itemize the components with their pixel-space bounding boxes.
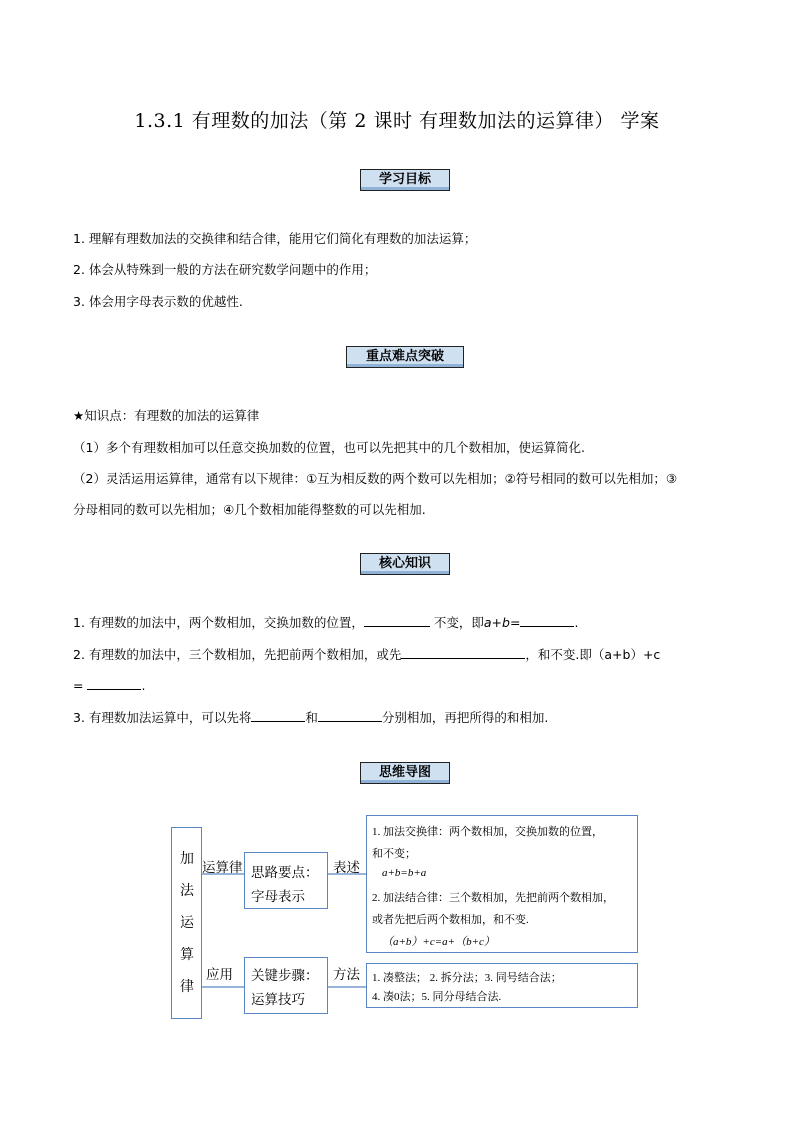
root-char: 法 bbox=[180, 883, 194, 899]
laws-box bbox=[366, 815, 638, 953]
law-formula: a+b=b+a bbox=[382, 867, 427, 879]
core-text: = bbox=[73, 678, 84, 693]
core-text: . bbox=[141, 678, 146, 693]
section-heading-core: 核心知识 bbox=[360, 553, 450, 575]
core-text: 和 bbox=[305, 710, 318, 725]
law-text: 2. 加法结合律：三个数相加，先把前两个数相加， bbox=[372, 892, 614, 904]
node-thinking-box bbox=[244, 852, 328, 909]
mindmap-root-box bbox=[171, 827, 202, 1019]
core-text: ，和不变.即（a+b）+c bbox=[525, 647, 661, 662]
law-text: 和不变； bbox=[372, 848, 416, 860]
key-paragraph: 分母相同的数可以先相加；④几个数相加能得整数的可以先相加. bbox=[73, 502, 426, 517]
law-text: 或者先把后两个数相加，和不变. bbox=[372, 914, 529, 926]
root-char: 算 bbox=[180, 947, 194, 963]
method-text: 4. 凑0法；5. 同分母结合法. bbox=[372, 991, 502, 1003]
methods-box bbox=[366, 963, 638, 1008]
page-title: 1.3.1 有理数的加法（第 2 课时 有理数加法的运算律） 学案 bbox=[134, 110, 660, 132]
edge-label-method: 方法 bbox=[333, 967, 360, 983]
knowledge-point: ★知识点：有理数的加法的运算律 bbox=[73, 408, 260, 423]
goal-item: 2. 体会从特殊到一般的方法在研究数学问题中的作用； bbox=[73, 262, 377, 277]
node-text: 关键步骤： bbox=[251, 968, 319, 984]
section-heading-key: 重点难点突破 bbox=[346, 346, 464, 368]
formula-text: a+b= bbox=[483, 615, 521, 630]
core-text: 分别相加，再把所得的和相加. bbox=[381, 710, 549, 725]
key-paragraph: （2）灵活运用运算律，通常有以下规律：①互为相反数的两个数可以先相加；②符号相同的数可以先相加；③ bbox=[73, 471, 678, 486]
edge-label-state: 表述 bbox=[333, 860, 360, 876]
root-char: 加 bbox=[180, 851, 194, 867]
section-heading-mindmap: 思维导图 bbox=[360, 762, 450, 784]
node-text: 字母表示 bbox=[251, 889, 305, 905]
branch-label-apply: 应用 bbox=[206, 967, 233, 983]
root-char: 运 bbox=[180, 915, 194, 931]
core-text: 3. 有理数加法运算中，可以先将 bbox=[73, 710, 252, 725]
core-text: 2. 有理数的加法中，三个数相加，先把前两个数相加，或先 bbox=[73, 647, 402, 662]
core-text: 1. 有理数的加法中，两个数相加，交换加数的位置， bbox=[73, 615, 364, 630]
node-steps-box bbox=[244, 957, 328, 1014]
goal-item: 3. 体会用字母表示数的优越性. bbox=[73, 294, 243, 309]
law-text: 1. 加法交换律：两个数相加，交换加数的位置， bbox=[372, 826, 603, 838]
branch-label-law: 运算律 bbox=[202, 860, 243, 876]
core-text: . bbox=[574, 615, 579, 630]
core-text: 不变，即 bbox=[429, 615, 484, 630]
root-char: 律 bbox=[180, 979, 194, 995]
section-heading-goals: 学习目标 bbox=[360, 169, 450, 191]
method-text: 1. 凑整法； 2. 拆分法；3. 同号结合法； bbox=[372, 972, 562, 984]
goal-item: 1. 理解有理数加法的交换律和结合律，能用它们简化有理数的加法运算； bbox=[73, 231, 477, 246]
key-paragraph: （1）多个有理数相加可以任意交换加数的位置，也可以先把其中的几个数相加，使运算简化. bbox=[73, 440, 585, 455]
node-text: 运算技巧 bbox=[251, 992, 305, 1008]
node-text: 思路要点： bbox=[251, 865, 319, 881]
law-formula: （a+b）+c=a+（b+c） bbox=[382, 936, 495, 948]
